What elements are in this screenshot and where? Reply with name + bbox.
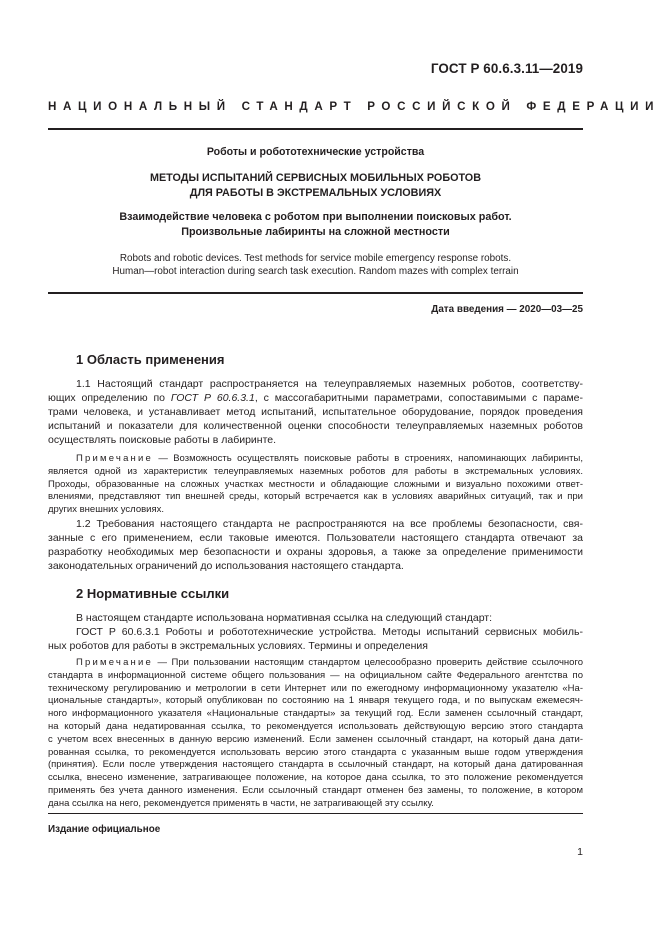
note-2	[48, 657, 583, 811]
p12-line-1: 1.2 Требования настоящего стандарта не распространяются на все проблемы безопасности, свя-	[76, 518, 583, 530]
note-label: Примечание	[76, 453, 153, 464]
title-bottom-rule	[48, 292, 583, 294]
note2-line-11: применять без учета данного изменения. Если ссылочный стандарт отменен без замены, то положение, в котором	[48, 784, 583, 796]
note1-line-1: Примечание — Возможность осуществлять поисковые работы в строениях, напоминающих лабиринты,	[76, 453, 583, 464]
page-number: 1	[577, 846, 583, 858]
p2-line-1: В настоящем стандарте использована нормативная ссылка на следующий стандарт:	[76, 612, 493, 624]
english-title-line-1: Robots and robotic devices. Test methods for service mobile emergency response robots.	[119, 253, 512, 264]
note1-line-4: влениями, представляют тип внешней среды, который встречается как в условиях аварийных ситуаций, так и при	[48, 491, 583, 503]
sub-title-line-2: Произвольные лабиринты на сложной местности	[181, 225, 450, 238]
p11-line-5: осуществлять поисковые работы в лабиринте.	[48, 434, 277, 447]
p11-line-1: 1.1 Настоящий стандарт распространяется на телеуправляемых наземных роботов, соответству-	[76, 378, 583, 390]
english-title	[48, 252, 583, 278]
p12-line-3: разработку необходимых мер безопасности и охраны здоровья, а также за определение применимости	[48, 546, 583, 559]
note1-line-2: является одной из характеристик телеуправляемых наземных роботов для работы в экстремальных условиях.	[48, 465, 583, 477]
official-edition-label: Издание официальное	[48, 824, 161, 835]
gost-reference: ГОСТ Р 60.6.3.1	[170, 392, 255, 405]
note-1	[48, 453, 583, 517]
note2-line-6: на который дана недатированная ссылка, то рекомендуется использовать действующую версию этого стандарта	[48, 720, 583, 732]
main-title	[48, 171, 583, 200]
p11-line-2: ющих определению по ГОСТ Р 60.6.3.1, с массогабаритными параметрами, сопоставимыми с параме-	[48, 392, 584, 405]
note1-line-5: других внешних условиях.	[48, 504, 164, 516]
paragraph-2	[48, 611, 583, 653]
sub-title	[48, 210, 583, 239]
note2-line-8: рованная ссылка, то рекомендуется использовать версию этого стандарта с указанным выше годом утверждения	[48, 746, 583, 758]
national-standard-banner: НАЦИОНАЛЬНЫЙ СТАНДАРТ РОССИЙСКОЙ ФЕДЕРАЦИИ	[48, 100, 661, 113]
standard-code: ГОСТ Р 60.6.3.11—2019	[430, 61, 583, 76]
p2-line-3: ных роботов для работы в экстремальных условиях. Термины и определения	[48, 640, 428, 653]
note2-line-12: дана ссылка на него, рекомендуется применять в части, не затрагивающей эту ссылку.	[48, 797, 434, 809]
section-1-heading: 1 Область применения	[76, 352, 225, 367]
note2-line-5: ного информационного указателя «Национальные стандарты» за текущий год. Если заменен ссылочный стандарт,	[48, 708, 583, 720]
main-title-line-1: МЕТОДЫ ИСПЫТАНИЙ СЕРВИСНЫХ МОБИЛЬНЫХ РОБОТОВ	[149, 172, 482, 184]
top-rule	[48, 128, 583, 130]
p12-line-4: законодательных ограничений до использования настоящего стандарта.	[48, 560, 404, 573]
note2-line-10: ссылка, внесено изменение, затрагивающее положение, на которое дана ссылка, то это положение рекомендуется	[48, 772, 583, 784]
note2-line-7: с учетом всех внесенных в данную версию изменений. Если заменен ссылочный стандарт, на который дана дати-	[48, 733, 583, 745]
p11-line-3: трами человека, и устанавливает метод испытаний, испытательное оборудование, порядок проведения	[48, 406, 583, 419]
main-title-line-2: ДЛЯ РАБОТЫ В ЭКСТРЕМАЛЬНЫХ УСЛОВИЯХ	[189, 186, 442, 199]
note1-line-3: Проходы, образованные на сложных участках местности и обладающие сложными и визуально похожими ответ-	[48, 478, 583, 490]
sub-title-line-1: Взаимодействие человека с роботом при выполнении поисковых работ.	[119, 211, 512, 223]
section-2-heading: 2 Нормативные ссылки	[76, 586, 230, 601]
note-label: Примечание	[76, 657, 153, 668]
footer-rule	[48, 813, 583, 814]
paragraph-1-2	[48, 517, 583, 573]
note2-line-1: Примечание — При пользовании настоящим стандартом целесообразно проверить действие ссылочного	[76, 657, 583, 668]
note2-line-3: техническому регулированию и метрологии в сети Интернет или по ежегодному информационному указателю «На-	[48, 682, 583, 694]
note2-line-2: стандарта в информационной системе общего пользования — на официальном сайте Федерального агентства по	[48, 669, 583, 681]
series-title: Роботы и робототехнические устройства	[206, 146, 425, 158]
note2-line-9: (принятия). Если после утверждения настоящего стандарта в ссылочный стандарт, на который дана датированная	[48, 759, 583, 771]
english-title-line-2: Human—robot interaction during search task execution. Random mazes with complex terrain	[112, 266, 519, 278]
p2-line-2: ГОСТ Р 60.6.3.1 Роботы и робототехнические устройства. Методы испытаний сервисных мобиль-	[76, 626, 583, 639]
p11-line-4: испытаний и показатели для количественной оценки способности телеуправляемых наземных роботов	[48, 420, 583, 433]
p12-line-2: занные с его применением, если таковые имеются. Пользователи настоящего стандарта отвечают за	[48, 532, 583, 545]
introduction-date: Дата введения — 2020—03—25	[431, 304, 583, 315]
paragraph-1-1	[48, 377, 583, 447]
note2-line-4: циональные стандарты», который опубликован по состоянию на 1 января текущего года, и по выпускам ежемесяч-	[48, 695, 583, 707]
